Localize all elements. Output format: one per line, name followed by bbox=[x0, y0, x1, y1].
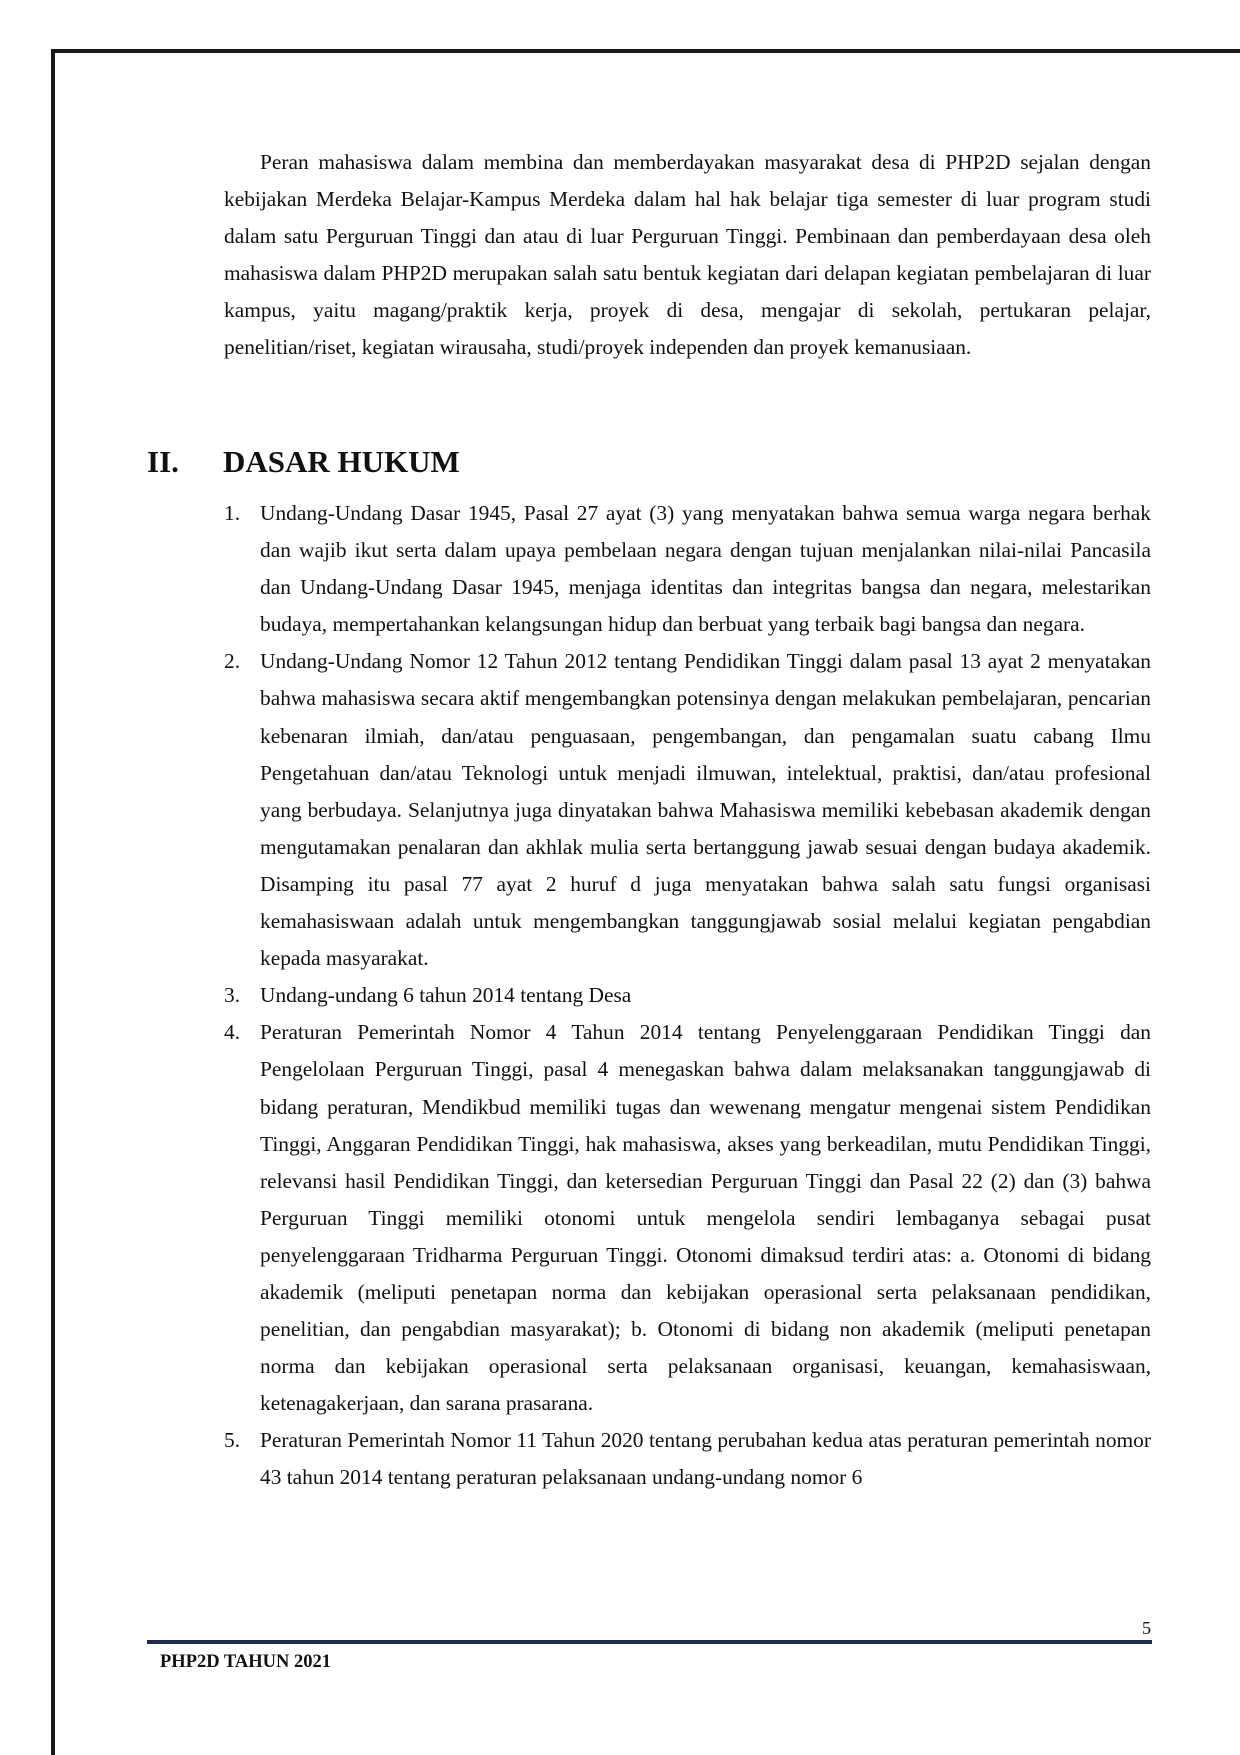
list-item-number: 1. bbox=[224, 501, 241, 525]
footer-rule bbox=[147, 1640, 1152, 1644]
list-item-number: 5. bbox=[224, 1428, 241, 1453]
list-item-text: Undang-undang 6 tahun 2014 tentang Desa bbox=[260, 983, 632, 1008]
list-item bbox=[224, 1422, 1151, 1496]
list-item bbox=[224, 1014, 1151, 1422]
section-title: DASAR HUKUM bbox=[223, 444, 460, 479]
section-heading bbox=[147, 440, 460, 484]
list-item bbox=[224, 977, 1151, 1014]
list-item-number: 4. bbox=[224, 1020, 241, 1045]
list-item-text: Undang-Undang Nomor 12 Tahun 2012 tentang Pendidikan Tinggi dalam pasal 13 ayat 2 menyatakan bahwa mahasiswa secara aktif mengembangkan potensinya dengan melakukan pembelajaran, pencarian kebenaran ilmiah, dan/atau penguasaan, pengembangan, dan pengamalan suatu cabang Ilmu Pengetahuan dan/atau Teknologi untuk menjadi ilmuwan, intelektual, praktisi, dan/atau profesional yang berbudaya. Selanjutnya juga dinyatakan bahwa Mahasiswa memiliki kebebasan akademik dengan mengutamakan penalaran dan akhlak mulia serta bertanggung jawab sesuai dengan budaya akademik. Disamping itu pasal 77 ayat 2 huruf d juga menyatakan bahwa salah satu fungsi organisasi kemahasiswaan adalah untuk mengembangkan tanggungjawab sosial melalui kegiatan pengabdian kepada masyarakat. bbox=[260, 649, 1151, 971]
list-item-text: Peraturan Pemerintah Nomor 4 Tahun 2014 tentang Penyelenggaraan Pendidikan Tinggi dan Pengelolaan Perguruan Tinggi, pasal 4 menegaskan bahwa dalam melaksanakan tanggungjawab di bidang peraturan, Mendikbud memiliki tugas dan wewenang mengatur mengenai sistem Pendidikan Tinggi, Anggaran Pendidikan Tinggi, hak mahasiswa, akses yang berkeadilan, mutu Pendidikan Tinggi, relevansi hasil Pendidikan Tinggi, dan ketersedian Perguruan Tinggi dan Pasal 22 (2) dan (3) bahwa Perguruan Tinggi memiliki otonomi untuk mengelola sendiri lembaganya sebagai pusat penyelenggaraan Tridharma Perguruan Tinggi. Otonomi dimaksud terdiri atas: a. Otonomi di bidang akademik (meliputi penetapan norma dan kebijakan operasional serta pelaksanaan pendidikan, penelitian, dan pengabdian masyarakat); b. Otonomi di bidang non akademik (meliputi penetapan norma dan kebijakan operasional serta pelaksanaan organisasi, keuangan, kemahasiswaan, ketenagakerjaan, dan sarana prasarana. bbox=[260, 1020, 1151, 1416]
list-item-text: Undang-Undang Dasar 1945, Pasal 27 ayat (3) yang menyatakan bahwa semua warga negara berhak dan wajib ikut serta dalam upaya pembelaan negara dengan tujuan menjalankan nilai-nilai Pancasila dan Undang-Undang Dasar 1945, menjaga identitas dan integritas bangsa dan negara, melestarikan budaya, mempertahankan kelangsungan hidup dan berbuat yang terbaik bagi bangsa dan negara. bbox=[260, 501, 1151, 637]
list-item-number: 2. bbox=[224, 649, 241, 674]
list-item bbox=[224, 495, 1151, 643]
list-item-text: Peraturan Pemerintah Nomor 11 Tahun 2020 tentang perubahan kedua atas peraturan pemerintah nomor 43 tahun 2014 tentang peraturan pelaksanaan undang-undang nomor 6 bbox=[260, 1428, 1151, 1490]
page-body bbox=[224, 144, 1151, 367]
list-item bbox=[224, 643, 1151, 977]
legal-basis-list bbox=[224, 495, 1151, 1497]
footer-text: PHP2D TAHUN 2021 bbox=[160, 1652, 331, 1672]
page-number: 5 bbox=[1142, 1618, 1151, 1638]
intro-paragraph: Peran mahasiswa dalam membina dan memberdayakan masyarakat desa di PHP2D sejalan dengan kebijakan Merdeka Belajar-Kampus Merdeka dalam hal hak belajar tiga semester di luar program studi dalam satu Perguruan Tinggi dan atau di luar Perguruan Tinggi. Pembinaan dan pemberdayaan desa oleh mahasiswa dalam PHP2D merupakan salah satu bentuk kegiatan dari delapan kegiatan pembelajaran di luar kampus, yaitu magang/praktik kerja, proyek di desa, mengajar di sekolah, pertukaran pelajar, penelitian/riset, kegiatan wirausaha, studi/proyek independen dan proyek kemanusiaan. bbox=[224, 150, 1151, 360]
list-item-number: 3. bbox=[224, 983, 241, 1008]
section-number: II. bbox=[147, 444, 179, 479]
